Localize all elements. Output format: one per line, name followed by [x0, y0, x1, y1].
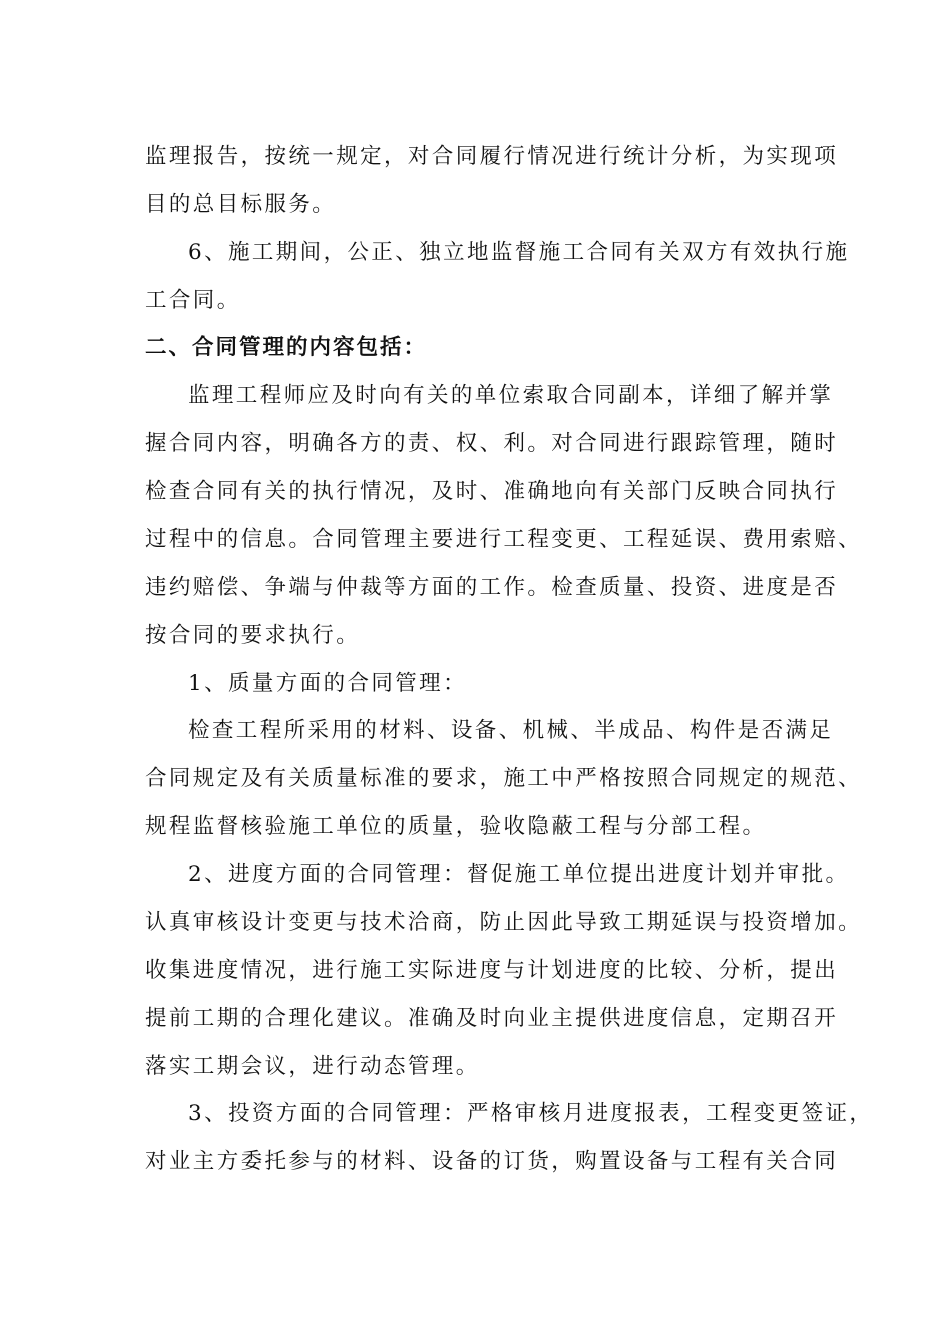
- text-line: 落实工期会议，进行动态管理。: [145, 1054, 480, 1079]
- text-line: 收集进度情况，进行施工实际进度与计划进度的比较、分析，提出: [145, 958, 839, 983]
- text-line: 合同规定及有关质量标准的要求，施工中严格按照合同规定的规范、: [145, 766, 863, 791]
- text-line: 握合同内容，明确各方的责、权、利。对合同进行跟踪管理，随时: [145, 431, 839, 456]
- text-line: 2、进度方面的合同管理：督促施工单位提出进度计划并审批。: [188, 862, 850, 887]
- subheading: 1、质量方面的合同管理：: [188, 671, 467, 696]
- text-line: 检查合同有关的执行情况，及时、准确地向有关部门反映合同执行: [145, 479, 839, 504]
- text-line: 认真审核设计变更与技术洽商，防止因此导致工期延误与投资增加。: [145, 910, 863, 935]
- text-line: 6、施工期间，公正、独立地监督施工合同有关双方有效执行施: [188, 240, 850, 265]
- text-line: 规程监督核验施工单位的质量，验收隐蔽工程与分部工程。: [145, 814, 767, 839]
- section-heading: 二、合同管理的内容包括：: [145, 335, 428, 360]
- text-line: 违约赔偿、争端与仲裁等方面的工作。检查质量、投资、进度是否: [145, 575, 839, 600]
- text-line: 监理工程师应及时向有关的单位索取合同副本，详细了解并掌: [188, 383, 834, 408]
- text-line: 监理报告，按统一规定，对合同履行情况进行统计分析，为实现项: [145, 144, 839, 169]
- text-line: 对业主方委托参与的材料、设备的订货，购置设备与工程有关合同: [145, 1149, 839, 1174]
- text-line: 按合同的要求执行。: [145, 623, 361, 648]
- text-line: 工合同。: [145, 288, 241, 313]
- text-line: 检查工程所采用的材料、设备、机械、半成品、构件是否满足: [188, 718, 834, 743]
- text-line: 3、投资方面的合同管理：严格审核月进度报表，工程变更签证，: [188, 1101, 874, 1126]
- text-line: 过程中的信息。合同管理主要进行工程变更、工程延误、费用索赔、: [145, 527, 863, 552]
- text-line: 目的总目标服务。: [145, 192, 337, 217]
- text-line: 提前工期的合理化建议。准确及时向业主提供进度信息，定期召开: [145, 1006, 839, 1031]
